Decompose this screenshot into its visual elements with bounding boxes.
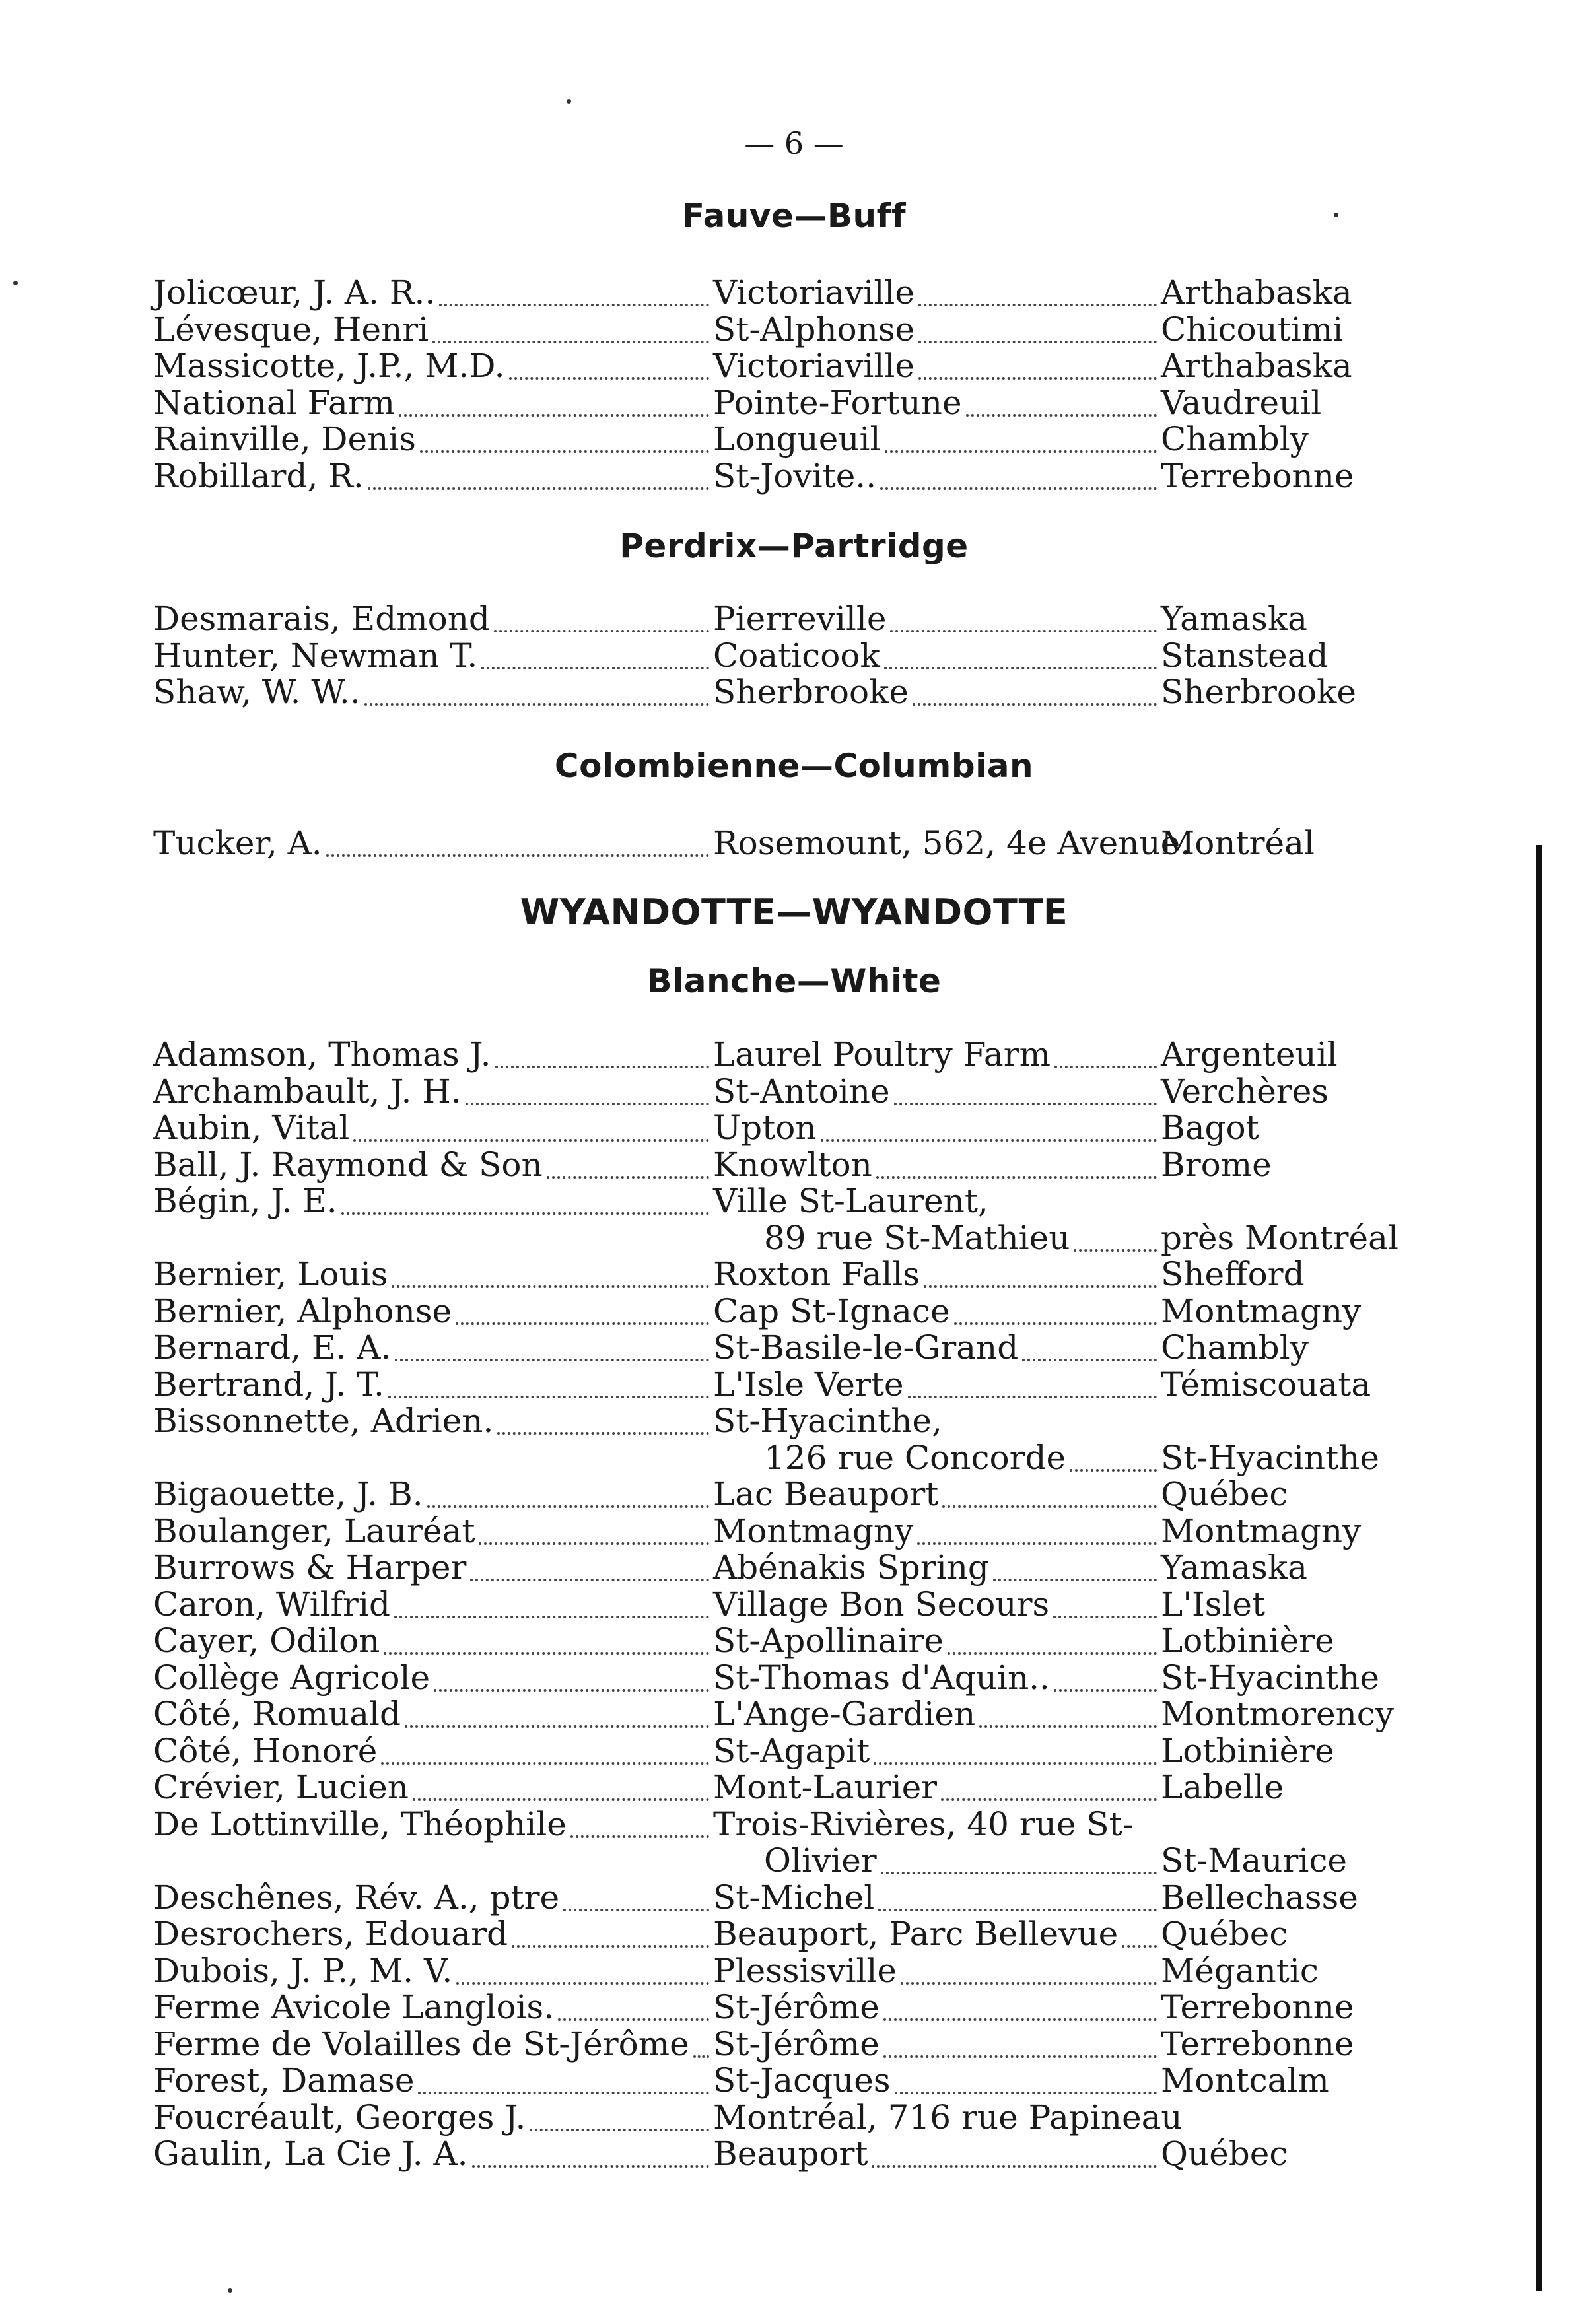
dot-leader: [326, 825, 709, 857]
section-heading-partridge: Perdrix—Partridge: [619, 527, 969, 565]
entry-county: Yamaska: [1161, 1548, 1307, 1587]
entry-place: Plessisville: [713, 1951, 897, 1990]
entry-name: Dubois, J. P., M. V.: [153, 1951, 453, 1990]
list-item: [153, 674, 1408, 711]
entry-place: Victoriaville: [713, 347, 915, 385]
entry-place: L'Isle Verte: [713, 1365, 904, 1404]
entry-place: 126 rue Concorde: [764, 1438, 1066, 1477]
entry-name: Deschênes, Rév. A., ptre: [153, 1878, 560, 1917]
entry-county: Chambly: [1161, 420, 1309, 458]
columbian-list: [153, 825, 1408, 862]
list-item: [153, 1623, 1408, 1660]
dot-leader: [885, 421, 1157, 453]
entry-county: St-Hyacinthe: [1161, 1438, 1379, 1477]
entry-name: Bernier, Alphonse: [153, 1291, 452, 1330]
entry-name: Bertrand, J. T.: [153, 1365, 384, 1404]
entry-place: St-Jérôme: [713, 1988, 880, 2026]
entry-county: Arthabaska: [1161, 347, 1352, 385]
entry-name: Cayer, Odilon: [153, 1622, 380, 1660]
entry-name: National Farm: [153, 383, 396, 422]
entry-place: St-Hyacinthe,: [713, 1402, 942, 1440]
dot-leader: [884, 638, 1157, 669]
entry-name: Massicotte, J.P., M.D.: [153, 347, 505, 385]
dot-leader: [942, 1476, 1157, 1508]
list-item: [153, 1367, 1408, 1404]
entry-place: 89 rue St-Mathieu: [764, 1218, 1070, 1257]
dot-leader: [472, 2136, 709, 2168]
entry-name: Crévier, Lucien: [153, 1768, 409, 1806]
dot-leader: [418, 2063, 709, 2094]
dot-leader: [1122, 1916, 1157, 1948]
dot-leader: [368, 458, 709, 490]
dot-leader: [392, 1256, 709, 1288]
list-item: [153, 1476, 1408, 1513]
list-item: [153, 1953, 1408, 1990]
entry-name: Gaulin, La Cie J. A.: [153, 2135, 468, 2173]
entry-place: Abénakis Spring: [713, 1548, 989, 1587]
entry-name: Archambault, J. H.: [153, 1072, 462, 1111]
dot-leader: [353, 1110, 709, 1142]
entry-county: Montcalm: [1161, 2061, 1329, 2100]
entry-name: Robillard, R.: [153, 456, 364, 495]
list-item: [153, 1843, 1408, 1880]
entry-place: Pierreville: [713, 599, 887, 638]
dot-leader: [530, 2100, 709, 2131]
entry-place: Victoriaville: [713, 273, 915, 312]
entry-county: Arthabaska: [1161, 273, 1352, 312]
list-item: [153, 348, 1408, 385]
dot-leader: [427, 1476, 709, 1508]
list-item: [153, 1037, 1408, 1074]
entry-place: St-Agapit: [713, 1731, 870, 1770]
buff-list: [153, 275, 1408, 495]
list-item: [153, 421, 1408, 458]
dot-leader: [874, 1733, 1157, 1765]
list-item: [153, 1587, 1408, 1623]
dot-leader: [895, 2063, 1157, 2094]
entry-place: Laurel Poultry Farm: [713, 1035, 1051, 1074]
entry-place: St-Alphonse: [713, 310, 915, 349]
entry-name: Bissonnette, Adrien.: [153, 1402, 494, 1440]
entry-place: St-Basile-le-Grand: [713, 1328, 1019, 1367]
dot-leader: [399, 385, 709, 417]
list-item: [153, 1074, 1408, 1111]
entry-place: L'Ange-Gardien: [713, 1695, 976, 1733]
entry-place: Trois-Rivières, 40 rue St-: [713, 1804, 1134, 1843]
entry-name: Caron, Wilfrid: [153, 1585, 390, 1623]
entry-name: Bernier, Louis: [153, 1255, 388, 1293]
section-heading-white: Blanche—White: [646, 962, 942, 1000]
dot-leader: [901, 1953, 1157, 1985]
entry-county: Argenteuil: [1161, 1035, 1338, 1074]
entry-name: Tucker, A.: [153, 824, 322, 862]
list-item: [153, 1440, 1408, 1477]
entry-county: Témiscouata: [1161, 1365, 1371, 1404]
entry-place: Upton: [713, 1109, 817, 1147]
list-item: [153, 1256, 1408, 1293]
dot-leader: [924, 1256, 1157, 1288]
entry-place: Village Bon Secours: [713, 1585, 1050, 1623]
list-item: [153, 1110, 1408, 1147]
entry-county: Montmagny: [1161, 1291, 1362, 1330]
entry-name: Foucréault, Georges J.: [153, 2098, 526, 2136]
entry-place: Olivier: [764, 1841, 877, 1880]
list-item: [153, 1183, 1408, 1220]
list-item: [153, 1147, 1408, 1184]
dot-leader: [405, 1696, 709, 1728]
entry-place: Mont-Laurier: [713, 1768, 938, 1806]
entry-county: Chambly: [1161, 1328, 1309, 1367]
entry-name: Lévesque, Henri: [153, 310, 429, 349]
entry-county: Brome: [1161, 1145, 1272, 1184]
entry-place: Beauport, Parc Bellevue: [713, 1915, 1119, 1953]
entry-county: Bagot: [1161, 1109, 1259, 1147]
entry-county: Québec: [1161, 2135, 1288, 2173]
list-item: [153, 2026, 1408, 2063]
entry-county: Verchères: [1161, 1072, 1329, 1111]
entry-name: Collège Agricole: [153, 1658, 431, 1697]
entry-name: Ferme de Volailles de St-Jérôme: [153, 2024, 689, 2063]
entry-place: St-Thomas d'Aquin..: [713, 1658, 1050, 1697]
dot-leader: [456, 1953, 709, 1985]
dot-leader: [918, 312, 1157, 343]
dot-leader: [388, 1367, 709, 1398]
dot-leader: [913, 674, 1157, 706]
entry-name: Forest, Damase: [153, 2061, 415, 2100]
list-item: [153, 1989, 1408, 2026]
entry-county: St-Maurice: [1161, 1841, 1347, 1880]
entry-place: Ville St-Laurent,: [713, 1182, 988, 1220]
page-number: — 6 —: [744, 125, 844, 161]
list-item: [153, 1916, 1408, 1953]
list-item: [153, 1220, 1408, 1257]
entry-county: Bellechasse: [1161, 1878, 1358, 1917]
list-item: [153, 1513, 1408, 1550]
entry-place: St-Michel: [713, 1878, 875, 1917]
list-item: [153, 275, 1408, 312]
entry-place: St-Jérôme: [713, 2024, 880, 2063]
entry-place: Cap St-Ignace: [713, 1291, 950, 1330]
dot-leader: [1054, 1660, 1157, 1692]
list-item: [153, 1733, 1408, 1770]
dot-leader: [381, 1733, 709, 1765]
list-item: [153, 1330, 1408, 1367]
list-item: [153, 1806, 1408, 1843]
entry-name: Côté, Romuald: [153, 1695, 401, 1733]
dot-leader: [558, 1989, 709, 2021]
list-item: [153, 1550, 1408, 1587]
dot-leader: [821, 1110, 1157, 1142]
speck: [13, 281, 18, 285]
entry-county: Montmagny: [1161, 1511, 1362, 1550]
list-item: [153, 1293, 1408, 1330]
dot-leader: [470, 1550, 709, 1581]
dot-leader: [497, 1403, 709, 1435]
entry-name: Côté, Honoré: [153, 1731, 378, 1770]
dot-leader: [1022, 1330, 1157, 1361]
entry-name: Jolicœur, J. A. R..: [153, 273, 436, 312]
entry-name: Desmarais, Edmond: [153, 599, 490, 638]
dot-leader: [918, 348, 1157, 380]
list-item: [153, 2100, 1408, 2136]
entry-name: Burrows & Harper: [153, 1548, 467, 1587]
breed-heading: WYANDOTTE—WYANDOTTE: [520, 891, 1068, 933]
entry-place: Coaticook: [713, 636, 880, 675]
entry-county: Stanstead: [1161, 636, 1329, 675]
dot-leader: [1053, 1587, 1157, 1618]
entry-place: Rosemount, 562, 4e Avenue.: [713, 824, 1191, 862]
dot-leader: [979, 1696, 1157, 1728]
entry-county: Terrebonne: [1161, 1988, 1354, 2026]
dot-leader: [693, 2026, 709, 2058]
entry-place: Sherbrooke: [713, 673, 909, 711]
dot-leader: [512, 1916, 709, 1948]
list-item: [153, 1769, 1408, 1806]
dot-leader: [880, 458, 1157, 490]
list-item: [153, 601, 1408, 638]
dot-leader: [872, 2136, 1157, 2168]
dot-leader: [894, 1074, 1157, 1105]
entry-county: Montmorency: [1161, 1695, 1395, 1733]
entry-name: Boulanger, Lauréat: [153, 1511, 475, 1550]
list-item: [153, 1696, 1408, 1733]
dot-leader: [509, 348, 709, 380]
entry-county: près Montréal: [1161, 1218, 1398, 1257]
entry-place: Roxton Falls: [713, 1255, 920, 1293]
dot-leader: [466, 1074, 709, 1105]
dot-leader: [456, 1293, 709, 1325]
dot-leader: [432, 312, 709, 343]
entry-county: Mégantic: [1161, 1951, 1319, 1990]
dot-leader: [890, 601, 1157, 632]
entry-name: Ferme Avicole Langlois.: [153, 1988, 555, 2026]
dot-leader: [954, 1293, 1157, 1325]
dot-leader: [941, 1769, 1157, 1801]
dot-leader: [364, 674, 709, 706]
dot-leader: [966, 385, 1157, 417]
entry-county: Lotbinière: [1161, 1731, 1334, 1770]
entry-county: Québec: [1161, 1475, 1288, 1513]
entry-name: Bernard, E. A.: [153, 1328, 392, 1367]
dot-leader: [883, 1989, 1157, 2021]
entry-name: Rainville, Denis: [153, 420, 416, 458]
entry-county: Labelle: [1161, 1768, 1284, 1806]
speck: [567, 99, 571, 104]
dot-leader: [420, 421, 709, 453]
dot-leader: [495, 1037, 709, 1068]
entry-name: Aubin, Vital: [153, 1109, 350, 1147]
entry-county: Shefford: [1161, 1255, 1305, 1293]
dot-leader: [993, 1550, 1157, 1581]
entry-place: St-Antoine: [713, 1072, 890, 1111]
entry-place: Montmagny: [713, 1511, 914, 1550]
dot-leader: [948, 1623, 1157, 1655]
list-item: [153, 638, 1408, 675]
entry-place: Longueuil: [713, 420, 881, 458]
list-item: [153, 458, 1408, 495]
dot-leader: [570, 1806, 709, 1838]
dot-leader: [394, 1587, 709, 1618]
dot-leader: [479, 1513, 709, 1545]
dot-leader: [413, 1769, 709, 1801]
entry-name: Bigaouette, J. B.: [153, 1475, 423, 1513]
section-heading-buff: Fauve—Buff: [681, 197, 907, 235]
dot-leader: [547, 1147, 709, 1179]
dot-leader: [494, 601, 709, 632]
dot-leader: [878, 1880, 1157, 1911]
dot-leader: [918, 275, 1157, 306]
entry-county: Québec: [1161, 1915, 1288, 1953]
entry-county: Terrebonne: [1161, 456, 1354, 495]
entry-name: Desrochers, Edouard: [153, 1915, 508, 1953]
entry-county: Sherbrooke: [1161, 673, 1356, 711]
dot-leader: [1074, 1220, 1157, 1252]
entry-place: St-Jacques: [713, 2061, 891, 2100]
entry-name: Bégin, J. E.: [153, 1182, 337, 1220]
list-item: [153, 1403, 1408, 1440]
dot-leader: [1054, 1037, 1157, 1068]
entry-county: Vaudreuil: [1161, 383, 1322, 422]
scan-edge-shadow: [1536, 845, 1542, 2291]
entry-county: L'Islet: [1161, 1585, 1266, 1623]
list-item: [153, 385, 1408, 422]
dot-leader: [395, 1330, 709, 1361]
dot-leader: [881, 1843, 1157, 1874]
dot-leader: [439, 275, 709, 306]
entry-place: Pointe-Fortune: [713, 383, 962, 422]
entry-place: Lac Beauport: [713, 1475, 939, 1513]
section-heading-columbian: Colombienne—Columbian: [554, 747, 1034, 785]
entry-name: Ball, J. Raymond & Son: [153, 1145, 543, 1184]
list-item: [153, 825, 1408, 862]
entry-name: Adamson, Thomas J.: [153, 1035, 491, 1074]
dot-leader: [384, 1623, 709, 1655]
list-item: [153, 1880, 1408, 1917]
list-item: [153, 2136, 1408, 2173]
entry-place: St-Apollinaire: [713, 1622, 944, 1660]
list-item: [153, 2063, 1408, 2100]
white-list: [153, 1037, 1408, 2173]
entry-place: Beauport: [713, 2135, 868, 2173]
list-item: [153, 1660, 1408, 1697]
dot-leader: [1070, 1440, 1157, 1472]
list-item: [153, 312, 1408, 349]
entry-county: Terrebonne: [1161, 2024, 1354, 2063]
dot-leader: [908, 1367, 1157, 1398]
entry-county: Yamaska: [1161, 599, 1307, 638]
dot-leader: [876, 1147, 1157, 1179]
entry-place: Knowlton: [713, 1145, 872, 1184]
entry-name: Shaw, W. W..: [153, 673, 361, 711]
entry-name: De Lottinville, Théophile: [153, 1804, 567, 1843]
entry-county: Chicoutimi: [1161, 310, 1344, 349]
speck: [228, 2288, 232, 2293]
dot-leader: [917, 1513, 1157, 1545]
entry-county: Lotbinière: [1161, 1622, 1334, 1660]
entry-place: St-Jovite..: [713, 456, 877, 495]
dot-leader: [434, 1660, 709, 1692]
dot-leader: [563, 1880, 709, 1911]
partridge-list: [153, 601, 1408, 711]
dot-leader: [883, 2026, 1157, 2058]
entry-county: St-Hyacinthe: [1161, 1658, 1379, 1697]
dot-leader: [481, 638, 709, 669]
entry-county: Montréal: [1161, 824, 1315, 862]
speck: [1334, 213, 1338, 217]
entry-place: Montréal, 716 rue Papineau: [713, 2098, 1183, 2136]
dot-leader: [341, 1183, 709, 1215]
entry-name: Hunter, Newman T.: [153, 636, 478, 675]
